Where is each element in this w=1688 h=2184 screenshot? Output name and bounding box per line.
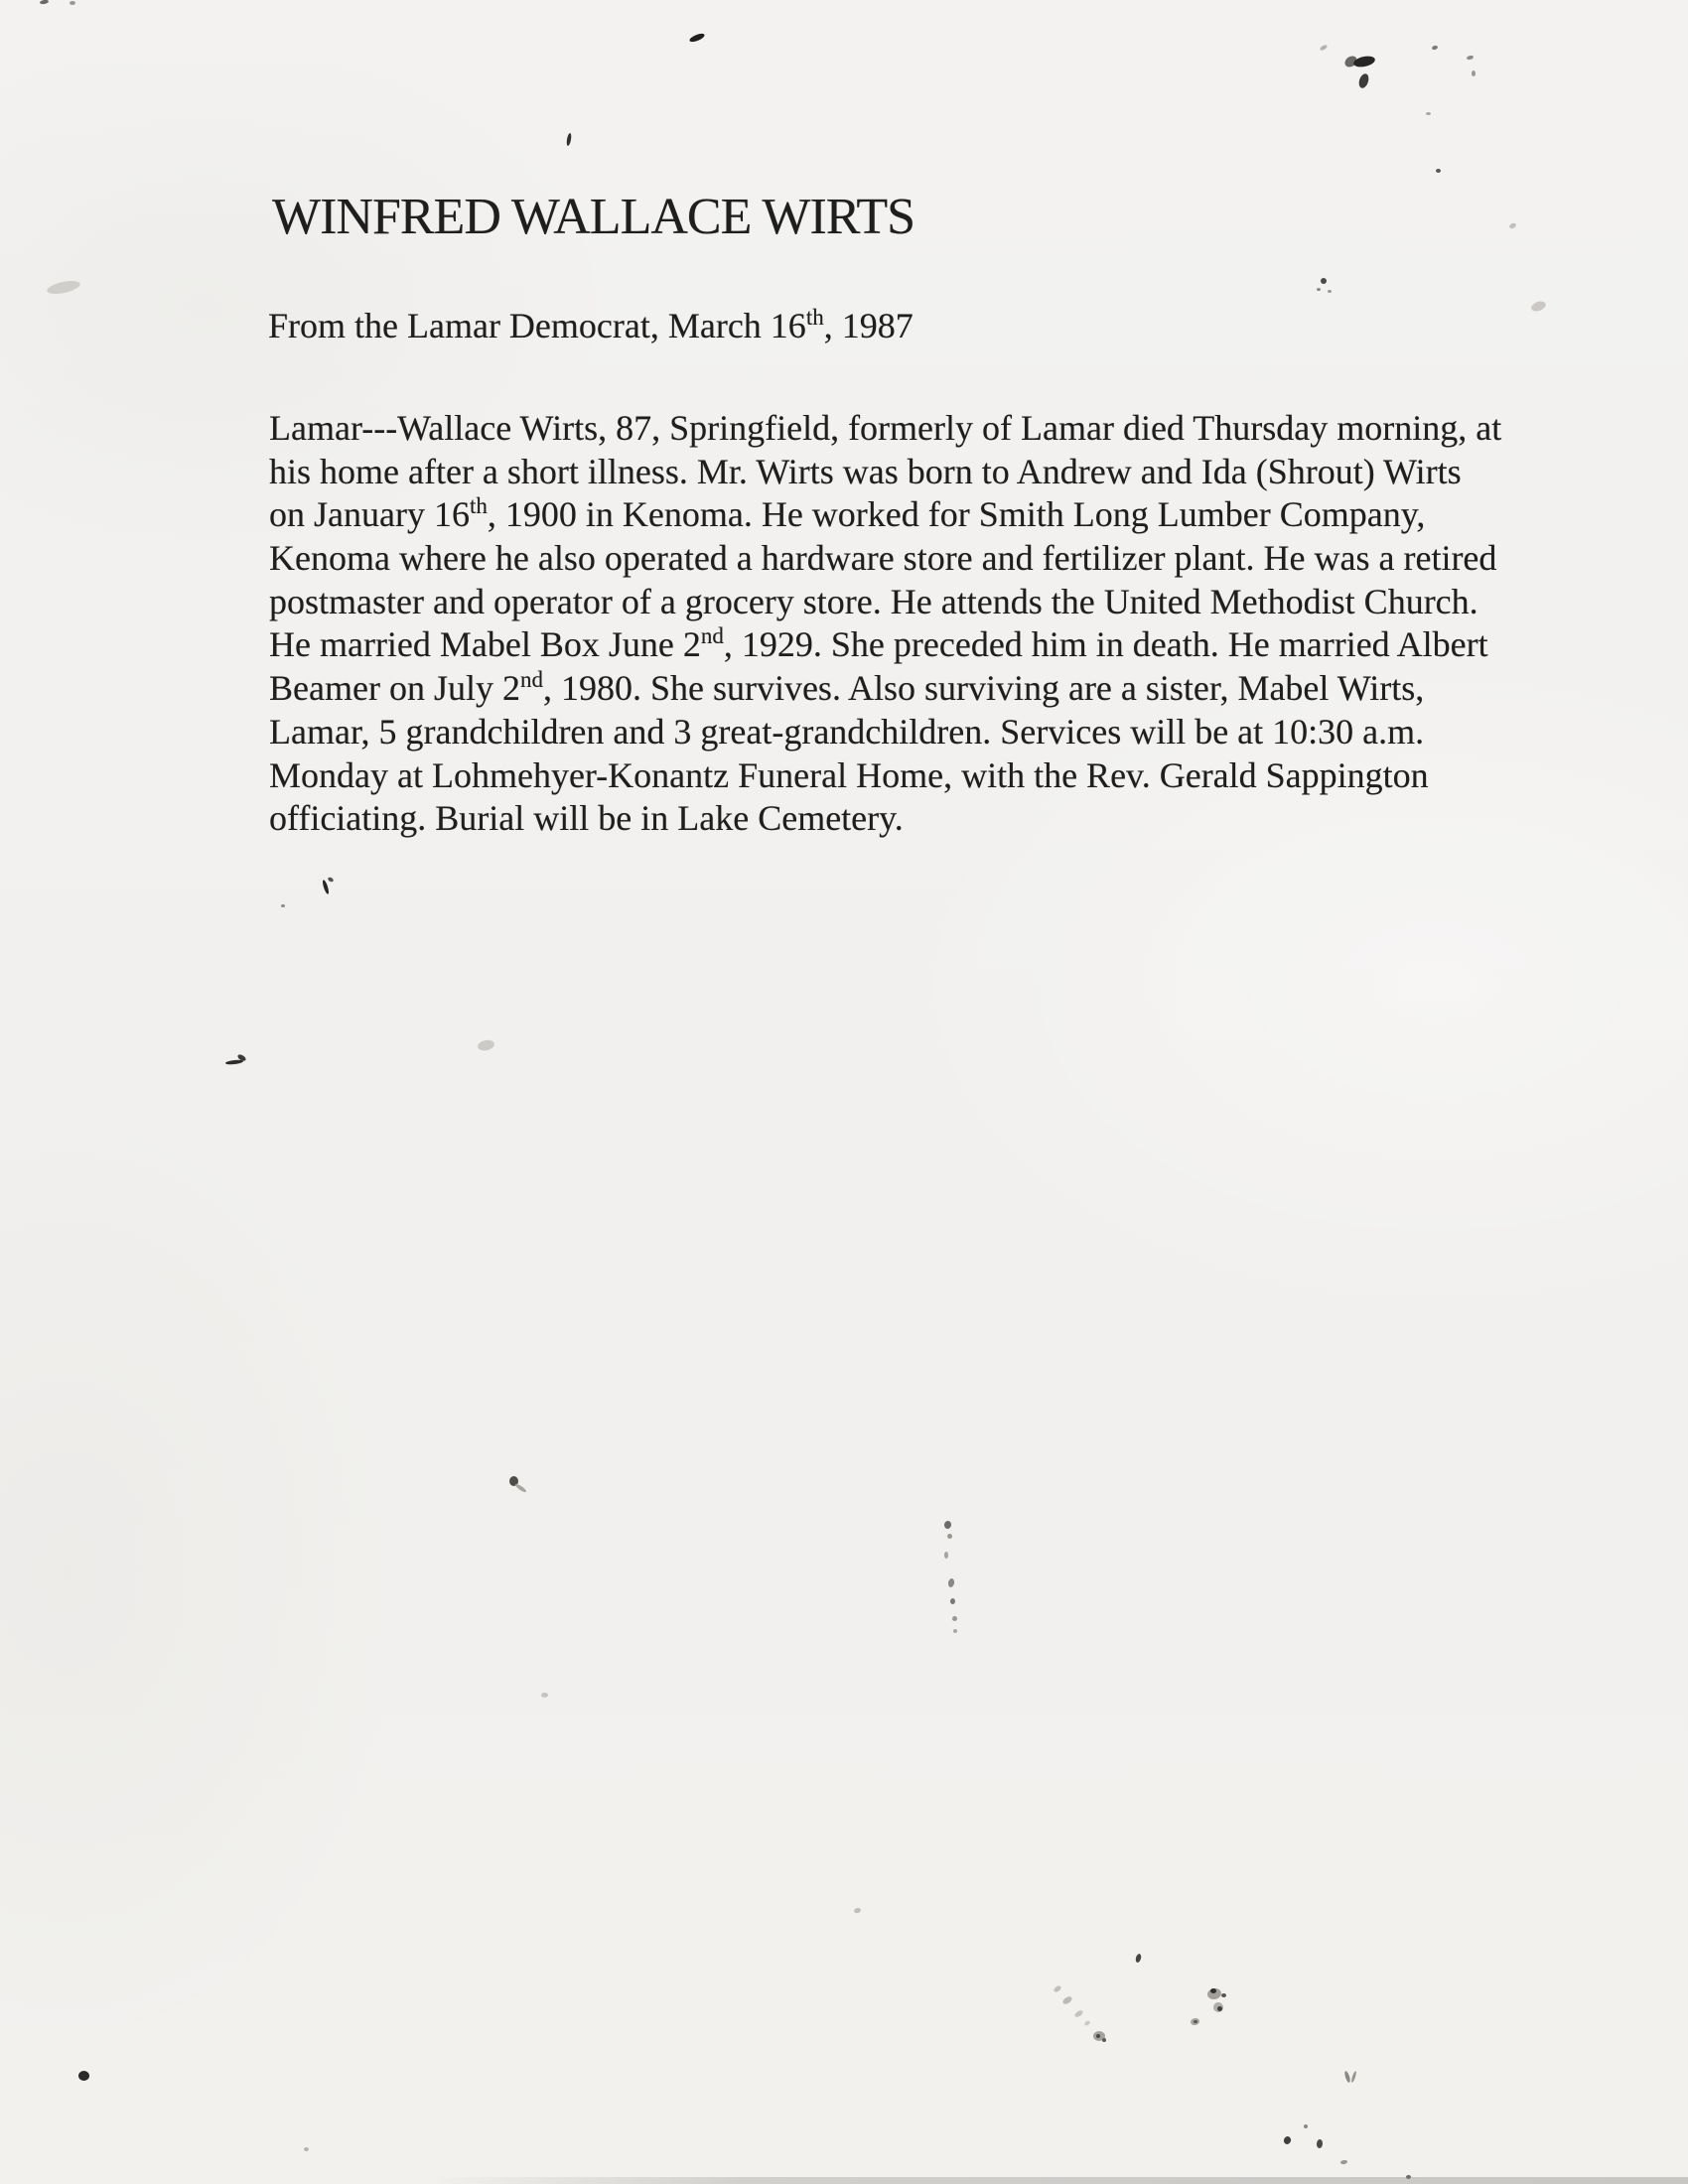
text-line: Beamer on July 2nd, 1980. She survives. Also surviving are a sister, Mabel Wirts, [269,667,1425,709]
superscript: nd [519,667,543,693]
scan-speck [1343,2071,1351,2084]
scan-speck [1352,55,1376,68]
scan-speck [1217,2006,1222,2011]
scan-speck [322,880,330,895]
superscript: nd [700,623,724,649]
scan-speck [1221,1993,1226,1997]
scan-speck [1508,222,1516,229]
scan-speck [1340,2159,1348,2164]
scan-speck [1317,2139,1324,2148]
text-line: Lamar, 5 grandchildren and 3 great-grandchildren. Services will be at 10:30 a.m. [269,711,1425,751]
scan-speck [281,904,285,907]
scan-speck [1304,2124,1308,2128]
scan-speck [853,1907,861,1914]
scan-speck [78,2071,89,2081]
scan-speck [1135,1954,1142,1964]
scan-speck [1321,278,1327,284]
scan-speck [1102,2038,1106,2042]
superscript: th [805,305,824,330]
scan-speck [1467,55,1475,61]
scan-speck [1426,112,1431,115]
scan-speck [943,1520,951,1529]
scan-speck [688,32,705,44]
scan-speck [1350,2071,1357,2083]
scan-speck [947,1534,952,1539]
scan-speck [566,133,572,146]
scan-speck [304,2147,309,2151]
scan-speck [541,1693,548,1698]
scan-speck [1210,1988,1216,1993]
scan-speck [327,877,334,883]
text-line: on January 16th, 1900 in Kenoma. He worked for Smith Long Lumber Company, [269,493,1426,535]
scan-speck [1061,1995,1073,2006]
scan-speck [477,1038,495,1051]
scan-speck [1328,290,1332,293]
scan-speck [947,1577,955,1587]
scan-speck [1194,2020,1197,2023]
superscript: th [469,493,488,519]
scan-speck [953,1629,957,1633]
text-line: his home after a short illness. Mr. Wirts was born to Andrew and Ida (Shrout) Wirts [269,451,1462,491]
text-line: Lamar---Wallace Wirts, 87, Springfield, formerly of Lamar died Thursday morning, at [269,408,1502,448]
scan-edge-shadow [427,2177,1688,2184]
scan-speck [1357,72,1370,89]
scan-speck [514,1483,527,1494]
scan-speck [952,1616,957,1621]
document-title: WINFRED WALLACE WIRTS [272,189,915,245]
scan-speck [40,0,50,5]
scan-speck [1320,44,1329,51]
text-line: He married Mabel Box June 2nd, 1929. She preceded him in death. He married Albert [269,623,1488,665]
scan-speck [1436,169,1441,173]
scan-speck [1431,45,1438,51]
text-line: Monday at Lohmehyer-Konantz Funeral Home, with the Rev. Gerald Sappington [269,754,1429,795]
text-line: postmaster and operator of a grocery store. He attends the United Methodist Church. [269,581,1478,621]
obituary-body [269,407,1501,841]
scan-speck [1283,2135,1292,2145]
scan-speck [1530,300,1547,314]
text-line: officiating. Burial will be in Lake Cemetery. [269,798,904,839]
source-citation: From the Lamar Democrat, March 16th, 1987 [268,305,914,345]
scan-speck [70,1,75,5]
scan-speck [1472,70,1476,76]
scan-speck [1096,2034,1100,2038]
scan-speck [1317,288,1321,291]
scan-speck [1083,2020,1090,2027]
scan-speck [1053,1984,1061,1993]
scan-speck [950,1598,955,1604]
scan-speck [46,279,81,297]
text-line: Kenoma where he also operated a hardware store and fertilizer plant. He was a retired [269,538,1497,579]
scan-speck [944,1552,948,1559]
scan-speck [1073,2009,1083,2018]
